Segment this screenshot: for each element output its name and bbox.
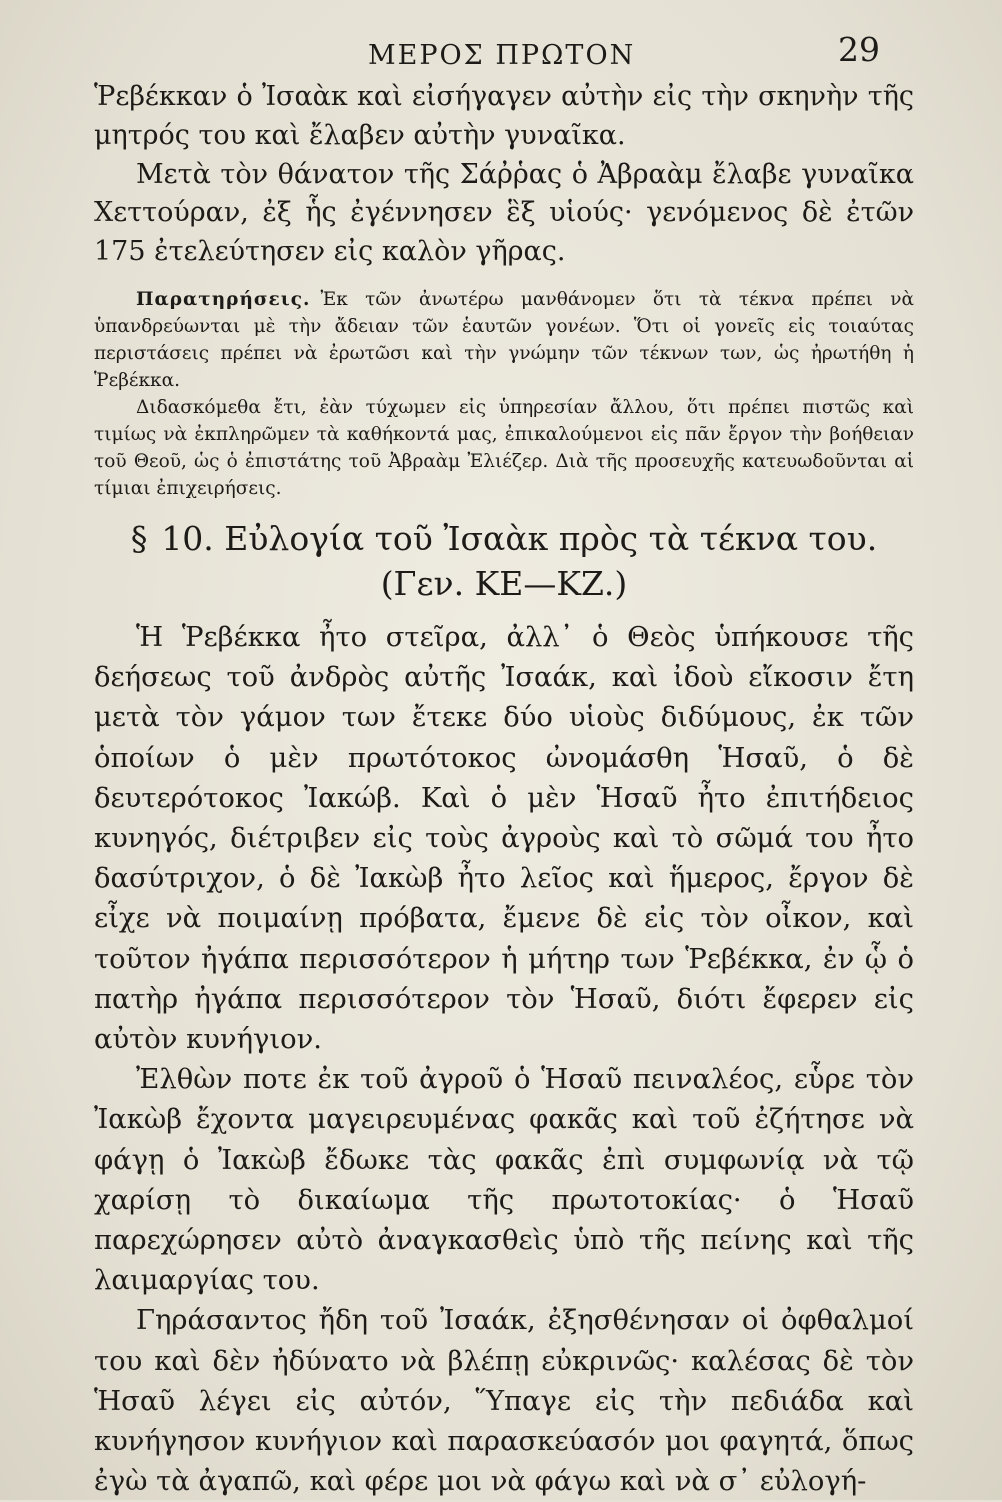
intro-paragraph-1: Ῥεβέκκαν ὁ Ἰσαὰκ καὶ εἰσήγαγεν αὐτὴν εἰς τὴν σκηνὴν τῆς μητρός του καὶ ἔλαβεν αὐτὴν γυναῖκα. <box>94 81 914 151</box>
observation-1 <box>94 286 914 394</box>
intro-paragraph-2: Μετὰ τὸν θάνατον τῆς Σάῤῥας ὁ Ἀβραὰμ ἔλαβε γυναῖκα Χεττούραν, ἐξ ἧς ἐγέννησεν ἓξ υἱούς· γενόμενος δὲ ἐτῶν 175 ἐτελεύτησεν εἰς καλὸν γῆρας. <box>94 158 914 268</box>
body-text <box>94 78 914 1502</box>
body-paragraph-3: Γηράσαντος ἤδη τοῦ Ἰσαάκ, ἐξησθένησαν οἱ ὀφθαλμοί του καὶ δὲν ἠδύνατο νὰ βλέπῃ εὐκρινῶς· καλέσας δὲ τὸν Ἡσαῦ λέγει εἰς αὐτόν, Ὕπαγε εἰς τὴν πεδιάδα καὶ κυνήγησον κυνήγιον καὶ παρασκεύασόν μοι φαγητά, ὅπως ἐγὼ τὰ ἀγαπῶ, καὶ φέρε μοι νὰ φάγω καὶ νὰ σ᾽ εὐλογή- <box>94 1305 914 1498</box>
section-title: 10. Εὐλογία τοῦ Ἰσαὰκ πρὸς τὰ τέκνα του. <box>161 518 878 558</box>
body-paragraph-1: Ἡ Ῥεβέκκα ἦτο στεῖρα, ἀλλ᾽ ὁ Θεὸς ὑπήκουσε τῆς δεήσεως τοῦ ἀνδρὸς αὐτῆς Ἰσαάκ, καὶ ἰδοὺ εἴκοσιν ἔτη μετὰ τὸν γάμον των ἔτεκε δύο υἱοὺς διδύμους, ἐκ τῶν ὁποίων ὁ μὲν πρωτότοκος ὠνομάσθη Ἡσαῦ, ὁ δὲ δευτερότοκος Ἰακώβ. Καὶ ὁ μὲν Ἡσαῦ ἦτο ἐπιτήδειος κυνηγός, διέτριβεν εἰς τοὺς ἀγροὺς καὶ τὸ σῶμά του ἦτο δασύτριχον, ὁ δὲ Ἰακὼβ ἦτο λεῖος καὶ ἥμερος, ἔργον δὲ εἶχε νὰ ποιμαίνῃ πρόβατα, ἔμενε δὲ εἰς τὸν οἶκον, καὶ τοῦτον ἠγάπα περισσότερον ἡ μήτηρ των Ῥεβέκκα, ἐν ᾧ ὁ πατὴρ ἠγάπα περισσότερον τὸν Ἡσαῦ, διότι ἔφερεν εἰς αὐτὸν κυνήγιον. <box>94 621 914 1056</box>
page-number: 29 <box>838 30 880 69</box>
observation-1-text: Ἐκ τῶν ἀνωτέρω μανθάνομεν ὅτι τὰ τέκνα πρέπει νὰ ὑπανδρεύωνται μὲ τὴν ἄδειαν τῶν ἑαυτῶν γονέων. Ὅτι οἱ γονεῖς εἰς τοιαύτας περιστάσεις πρέπει νὰ ἐρωτῶσι καὶ τὴν γνώμην τῶν τέκνων των, ὡς ἠρωτήθη ἡ Ῥεβέκκα. <box>94 288 914 391</box>
body-paragraph-2: Ἐλθὼν ποτε ἐκ τοῦ ἀγροῦ ὁ Ἡσαῦ πειναλέος, εὗρε τὸν Ἰακὼβ ἔχοντα μαγειρευμένας φακᾶς καὶ τοῦ ἐζήτησε νὰ φάγῃ ὁ Ἰακὼβ ἔδωκε τὰς φακᾶς ἐπὶ συμφωνίᾳ νὰ τῷ χαρίσῃ τὸ δικαίωμα τῆς πρωτοτοκίας· ὁ Ἡσαῦ παρεχώρησεν αὐτὸ ἀναγκασθεὶς ὑπὸ τῆς πείνης καὶ τῆς λαιμαργίας του. <box>94 1064 914 1297</box>
section-reference: (Γεν. ΚΕ—ΚΖ.) <box>380 563 628 603</box>
running-head: ΜΕΡΟΣ ΠΡΩΤΟΝ <box>368 40 636 71</box>
section-sign: § <box>130 518 148 558</box>
observations-block <box>94 286 914 502</box>
page-header <box>0 28 1002 78</box>
section-heading <box>94 516 914 562</box>
observations-label: Παρατηρήσεις. <box>136 288 311 310</box>
observation-2: Διδασκόμεθα ἔτι, ἐὰν τύχωμεν εἰς ὑπηρεσίαν ἄλλου, ὅτι πρέπει πιστῶς καὶ τιμίως νὰ ἐκπληρῶμεν τὰ καθήκοντά μας, ἐπικαλούμενοι εἰς πᾶν ἔργον τὴν βοήθειαν τοῦ Θεοῦ, ὡς ὁ ἐπιστάτης τοῦ Ἀβραὰμ Ἐλιέζερ. Διὰ τῆς προσευχῆς κατευωδοῦνται αἱ τίμιαι ἐπιχειρήσεις. <box>94 396 914 499</box>
